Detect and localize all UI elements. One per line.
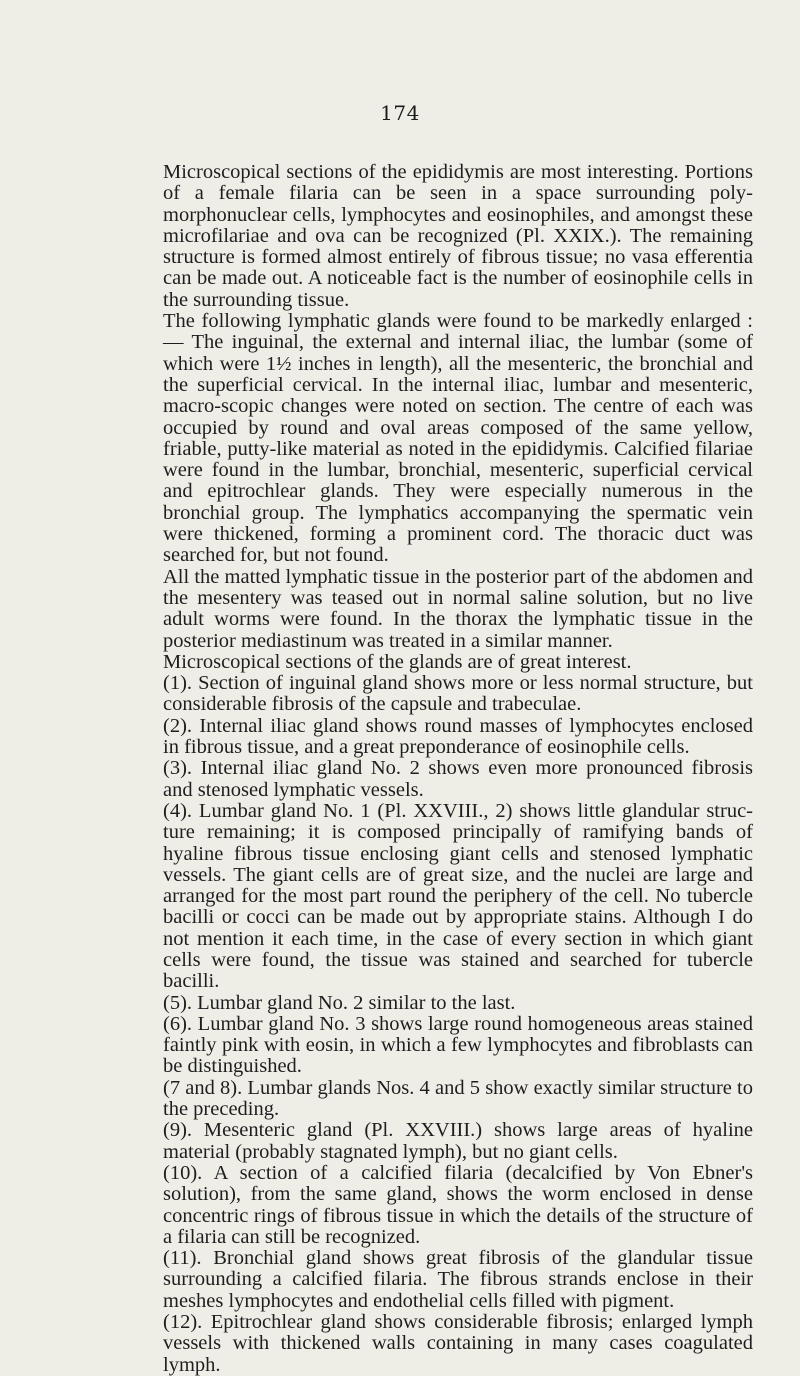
paragraph-item-9: (9). Mesenteric gland (Pl. XXVIII.) shows large areas of hyaline material (probably stagnated lymph), but no giant cells. <box>163 1119 753 1163</box>
paragraph-epididymis-sections: Microscopical sections of the epididymis are most interesting. Portions of a female filaria can be seen in a space surrounding poly-morphonuclear cells, lymphocytes and eosinophiles, and amongst these microfilariae and ova can be recognized (Pl. XXIX.). The remaining structure is formed almost entirely of fibrous tissue; no vasa efferentia can be made out. A noticeable fact is the number of eosinophile cells in the surrounding tissue. <box>163 161 753 311</box>
paragraph-matted-tissue: All the matted lymphatic tissue in the posterior part of the abdomen and the mesentery was teased out in normal saline solution, but no live adult worms were found. In the thorax the lymphatic tissue in the posterior mediastinum was treated in a similar manner. <box>163 565 753 652</box>
paragraph-gland-sections-intro: Microscopical sections of the glands are of great interest. <box>163 650 632 673</box>
paragraph-item-2: (2). Internal iliac gland shows round masses of lymphocytes enclosed in fibrous tissue, and a great preponderance of eosinophile cells. <box>163 714 753 759</box>
paragraph-item-1: (1). Section of inguinal gland shows more or less normal structure, but considerable fibrosis of the capsule and trabeculae. <box>163 672 753 716</box>
paragraph-enlarged-glands: The following lymphatic glands were found to be markedly enlarged :— The inguinal, the external and internal iliac, the lumbar (some of which were 1½ inches in length), all the mesenteric, the bronchial and the superficial cervical. In the internal iliac, lumbar and mesenteric, macro-scopic changes were noted on section. The centre of each was occupied by round and oval areas composed of the same yellow, friable, putty-like material as noted in the epididymis. Calcified filariae were found in the lumbar, bronchial, mesenteric, superficial cervical and epitrochlear glands. They were especially numerous in the bronchial group. The lymphatics accompanying the spermatic vein were thickened, forming a prominent cord. The thoracic duct was searched for, but not found. <box>163 310 753 567</box>
paragraph-item-3: (3). Internal iliac gland No. 2 shows even more pronounced fibrosis and stenosed lymphatic vessels. <box>163 757 753 801</box>
paragraph-item-12: (12). Epitrochlear gland shows considerable fibrosis; enlarged lymph vessels with thickened walls containing in many cases coagulated lymph. <box>163 1311 753 1376</box>
paragraph-item-11: (11). Bronchial gland shows great fibrosis of the glandular tissue surrounding a calcified filaria. The fibrous strands enclose in their meshes lymphocytes and endothelial cells filled with pigment. <box>163 1247 753 1312</box>
paragraph-item-6: (6). Lumbar gland No. 3 shows large round homogeneous areas stained faintly pink with eosin, in which a few lymphocytes and fibroblasts can be distinguished. <box>163 1012 753 1078</box>
paragraph-item-10: (10). A section of a calcified filaria (decalcified by Von Ebner's solution), from the same gland, shows the worm enclosed in dense concentric rings of fibrous tissue in which the details of the structure of a filaria can still be recognized. <box>163 1161 753 1248</box>
body-text <box>163 162 753 1376</box>
page-number: 174 <box>380 101 420 125</box>
paragraph-item-5: (5). Lumbar gland No. 2 similar to the last. <box>163 991 516 1014</box>
paragraph-item-7-8: (7 and 8). Lumbar glands Nos. 4 and 5 show exactly similar structure to the preceding. <box>163 1076 753 1121</box>
paragraph-item-4: (4). Lumbar gland No. 1 (Pl. XXVIII., 2) shows little glandular struc-ture remaining; it is composed principally of ramifying bands of hyaline fibrous tissue enclosing giant cells and stenosed lymphatic vessels. The giant cells are of great size, and the nuclei are large and arranged for the most part round the periphery of the cell. No tubercle bacilli or cocci can be made out by appropriate stains. Although I do not mention it each time, in the case of every section in which giant cells were found, the tissue was stained and searched for tubercle bacilli. <box>163 799 753 993</box>
